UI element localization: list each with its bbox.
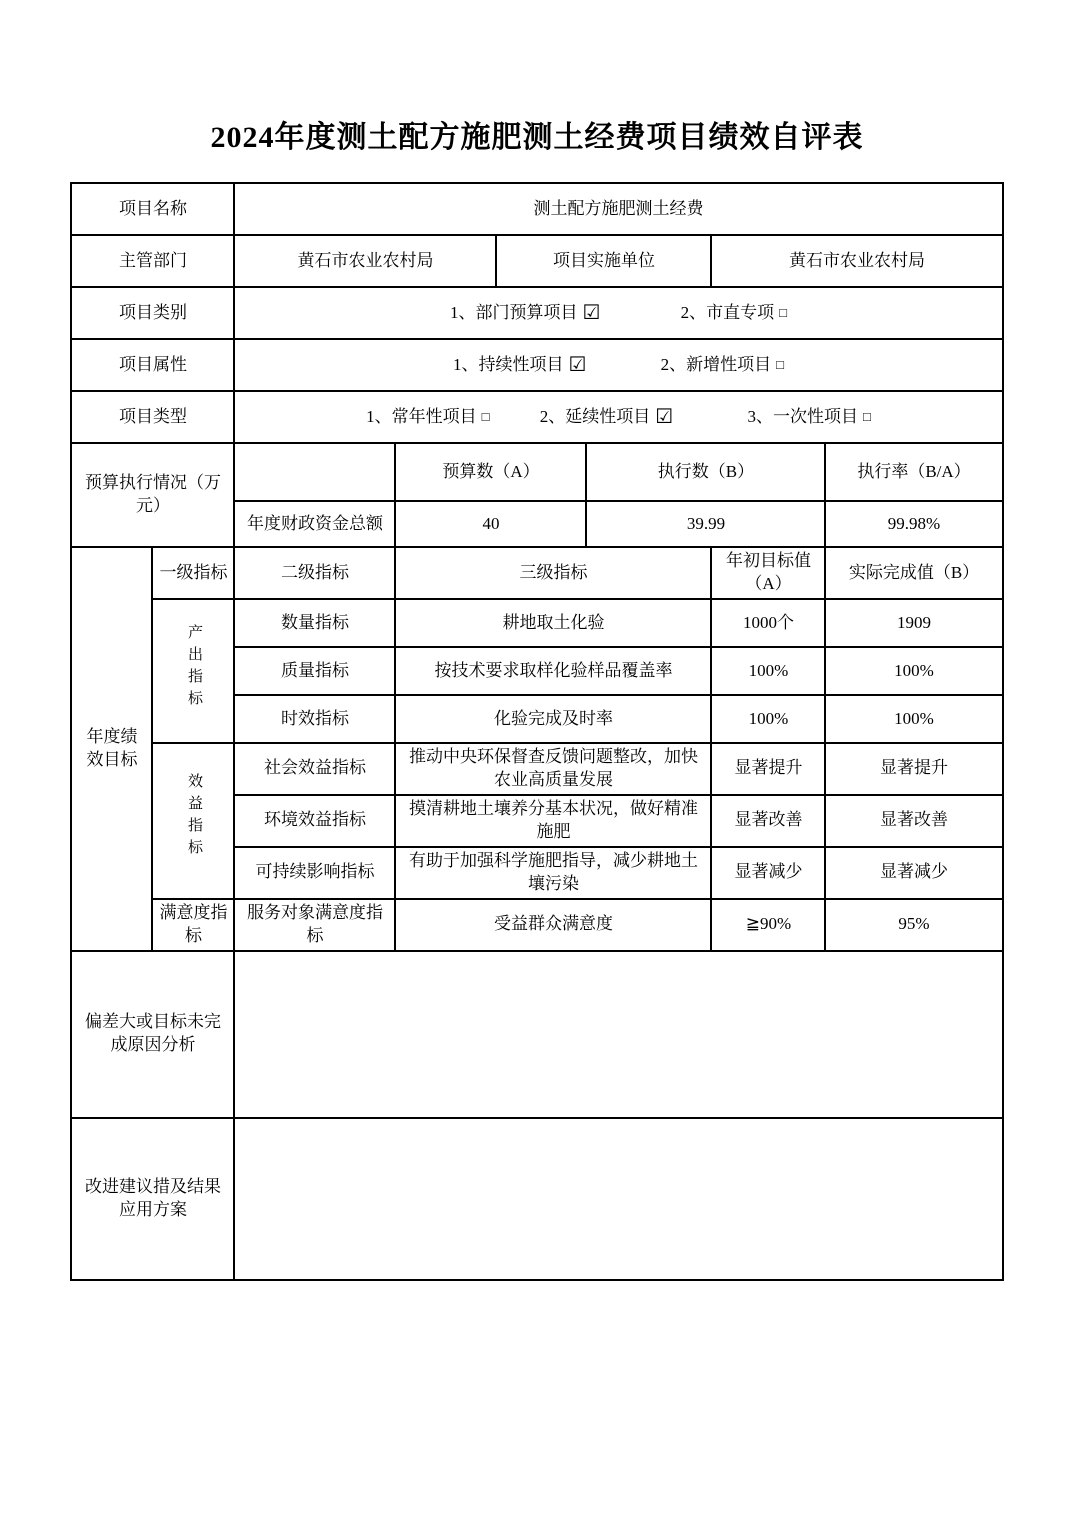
indicator-section-label: 年度绩效目标 [71, 547, 152, 951]
target-cell: 100% [711, 695, 825, 743]
self-evaluation-table [70, 182, 1003, 1281]
indicator-row [71, 743, 1002, 795]
checkbox-checked-icon: ☑ [568, 353, 587, 376]
budget-col-b: 执行数（B） [586, 443, 825, 501]
col-level3-header: 三级指标 [395, 547, 711, 599]
impl-unit-value: 黄石市农业农村局 [711, 235, 1002, 287]
impl-unit-label: 项目实施单位 [496, 235, 711, 287]
level3-cell: 耕地取土化验 [395, 599, 711, 647]
target-cell: 显著减少 [711, 847, 825, 899]
row-project-category [71, 287, 1002, 339]
checkbox-unchecked-icon: □ [776, 356, 785, 372]
improvement-label: 改进建议措及结果应用方案 [71, 1118, 234, 1280]
level2-cell: 环境效益指标 [234, 795, 395, 847]
project-name-label: 项目名称 [71, 183, 234, 235]
budget-value: 40 [395, 501, 586, 547]
category-options [234, 287, 1002, 339]
option-label: 2、新增性项目 [660, 354, 772, 374]
level3-cell: 推动中央环保督查反馈问题整改，加快农业高质量发展 [395, 743, 711, 795]
actual-cell: 显著改善 [825, 795, 1002, 847]
level3-cell: 摸清耕地土壤养分基本状况，做好精准施肥 [395, 795, 711, 847]
option-city-special [681, 302, 787, 325]
type-label: 项目类型 [71, 391, 234, 443]
row-budget-header [71, 443, 1002, 501]
target-cell: 显著提升 [711, 743, 825, 795]
level2-cell: 社会效益指标 [234, 743, 395, 795]
checkbox-checked-icon: ☑ [582, 301, 601, 324]
option-label: 3、一次性项目 [747, 406, 858, 426]
option-dept-budget-project [450, 300, 600, 327]
checkbox-unchecked-icon: □ [481, 408, 490, 424]
target-cell: 1000个 [711, 599, 825, 647]
rate-value: 99.98% [825, 501, 1002, 547]
indicator-row [71, 899, 1002, 951]
option-label: 1、部门预算项目 [449, 302, 578, 322]
option-new-project [661, 354, 784, 377]
budget-section-label: 预算执行情况（万元） [71, 443, 234, 547]
row-project-attribute [71, 339, 1002, 391]
attribute-options [234, 339, 1002, 391]
level2-cell: 可持续影响指标 [234, 847, 395, 899]
option-extension-project [540, 404, 673, 431]
group-satisfaction-label: 满意度指标 [152, 899, 234, 951]
group-output-label [152, 599, 234, 743]
dept-value: 黄石市农业农村局 [234, 235, 496, 287]
row-project-name [71, 183, 1002, 235]
row-deviation-analysis [71, 951, 1002, 1118]
level3-cell: 按技术要求取样化验样品覆盖率 [395, 647, 711, 695]
checkbox-checked-icon: ☑ [655, 405, 674, 428]
dept-label: 主管部门 [71, 235, 234, 287]
level2-cell: 质量指标 [234, 647, 395, 695]
deviation-content [234, 951, 1002, 1118]
target-cell: ≧90% [711, 899, 825, 951]
attribute-label: 项目属性 [71, 339, 234, 391]
row-indicator-header [71, 547, 1002, 599]
level3-cell: 受益群众满意度 [395, 899, 711, 951]
page-title: 2024年度测土配方施肥测土经费项目绩效自评表 [210, 121, 864, 154]
actual-cell: 显著减少 [825, 847, 1002, 899]
indicator-row [71, 599, 1002, 647]
row-departments [71, 235, 1002, 287]
option-label: 2、延续性项目 [539, 406, 651, 426]
actual-cell: 显著提升 [825, 743, 1002, 795]
deviation-label: 偏差大或目标未完成原因分析 [71, 951, 234, 1118]
actual-cell: 100% [825, 695, 1002, 743]
level2-cell: 数量指标 [234, 599, 395, 647]
option-onetime-project [747, 406, 870, 429]
group-benefit-text: 效益指标 [185, 773, 202, 862]
row-project-type [71, 391, 1002, 443]
option-label: 1、常年性项目 [366, 406, 477, 426]
actual-cell: 100% [825, 647, 1002, 695]
col-level2-header: 二级指标 [234, 547, 395, 599]
budget-empty-cell [234, 443, 395, 501]
actual-cell: 1909 [825, 599, 1002, 647]
group-benefit-label [152, 743, 234, 899]
target-cell: 显著改善 [711, 795, 825, 847]
col-level1-header: 一级指标 [152, 547, 234, 599]
level3-cell: 有助于加强科学施肥指导，减少耕地土壤污染 [395, 847, 711, 899]
col-actual-header: 实际完成值（B） [825, 547, 1002, 599]
row-improvement-plan [71, 1118, 1002, 1280]
type-options [234, 391, 1002, 443]
level2-cell: 时效指标 [234, 695, 395, 743]
option-label: 1、持续性项目 [452, 354, 564, 374]
target-cell: 100% [711, 647, 825, 695]
checkbox-unchecked-icon: □ [862, 408, 871, 424]
option-continuing-project [453, 352, 586, 379]
exec-value: 39.99 [586, 501, 825, 547]
project-name-value: 测土配方施肥测土经费 [234, 183, 1002, 235]
improvement-content [234, 1118, 1002, 1280]
option-perennial-project [366, 406, 489, 429]
budget-row-label: 年度财政资金总额 [234, 501, 395, 547]
group-output-text: 产出指标 [185, 623, 202, 712]
category-label: 项目类别 [71, 287, 234, 339]
level3-cell: 化验完成及时率 [395, 695, 711, 743]
budget-col-a: 预算数（A） [395, 443, 586, 501]
level2-cell: 服务对象满意度指标 [234, 899, 395, 951]
checkbox-unchecked-icon: □ [779, 304, 788, 320]
option-label: 2、市直专项 [680, 302, 775, 322]
budget-col-rate: 执行率（B/A） [825, 443, 1002, 501]
actual-cell: 95% [825, 899, 1002, 951]
col-target-header: 年初目标值（A） [711, 547, 825, 599]
